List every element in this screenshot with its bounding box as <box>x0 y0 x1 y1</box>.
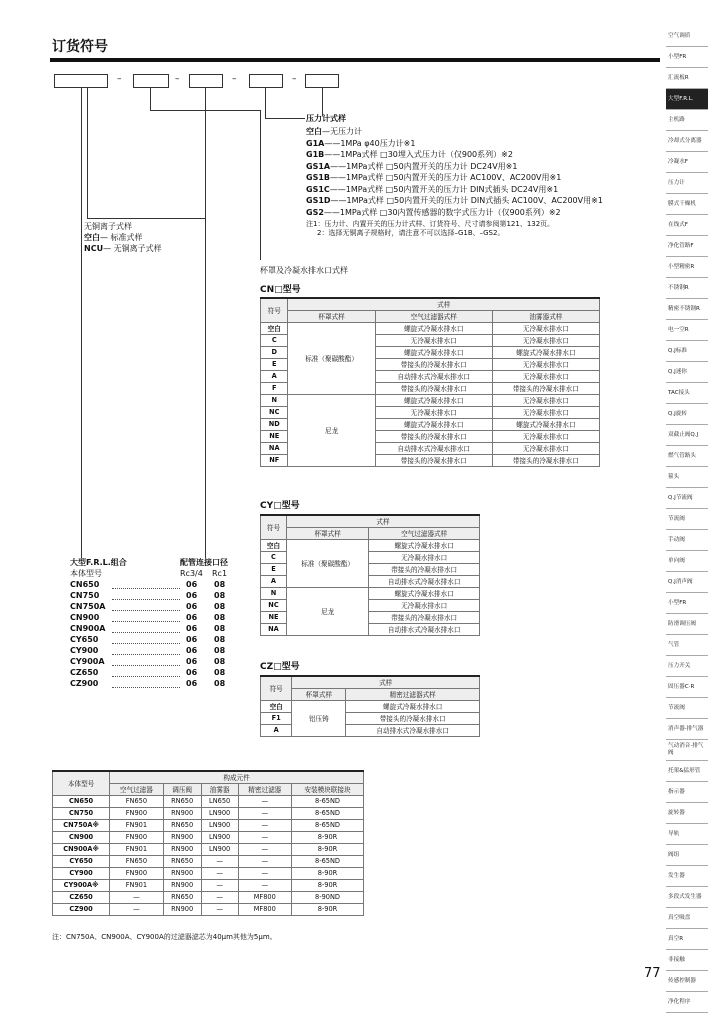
cn-filter: 带接头的冷凝水排水口 <box>375 430 492 442</box>
table-row <box>261 322 600 334</box>
cn-oil: 无冷凝水排水口 <box>492 334 599 346</box>
comp-cell: — <box>238 819 291 831</box>
cy-code: 空白 <box>261 539 287 551</box>
cz-h-spec: 式样 <box>292 676 480 688</box>
frl-model: CN900 <box>70 613 100 622</box>
comp-cell: FN901 <box>110 819 163 831</box>
frl-leader <box>112 599 180 600</box>
table-row <box>53 903 364 915</box>
sidebar-item[interactable]: 手动阀 <box>666 530 708 551</box>
frl-model: CZ650 <box>70 668 99 677</box>
cn-oil: 无冷凝水排水口 <box>492 394 599 406</box>
comp-cell: — <box>201 879 238 891</box>
code-box-copper <box>249 74 283 88</box>
cy-filter: 无冷凝水排水口 <box>369 551 480 563</box>
comp-cell: 8-90R <box>291 831 363 843</box>
sidebar-item[interactable]: 阀组 <box>666 845 708 866</box>
cn-bowl-std: 标准（聚碳酸酯） <box>288 322 375 394</box>
comp-h-model: 本体型号 <box>53 771 110 795</box>
frl-rc34: Rc3/4 <box>180 569 203 578</box>
frl-rc34-val: 06 <box>186 624 198 633</box>
cy-filter: 螺旋式冷凝水排水口 <box>369 587 480 599</box>
frl-leader <box>112 654 180 655</box>
comp-model: CY900A※ <box>53 879 110 891</box>
comp-cell: 8-65ND <box>291 795 363 807</box>
cy-code: A <box>261 575 287 587</box>
cy-code: NC <box>261 599 287 611</box>
frl-rc34-val: 06 <box>186 635 198 644</box>
frl-rc1-val: 08 <box>214 613 226 622</box>
cz-filter: 自动排水式冷凝水排水口 <box>346 724 480 736</box>
connector-line <box>265 88 266 118</box>
frl-rc1-val: 08 <box>214 591 226 600</box>
comp-col-header: 空气过滤器 <box>110 783 163 795</box>
pressure-option: 空白—无压力计 <box>306 127 362 136</box>
cy-filter: 带接头的冷凝水排水口 <box>369 563 480 575</box>
cy-filter: 自动排水式冷凝水排水口 <box>369 575 480 587</box>
comp-cell: 8-90R <box>291 867 363 879</box>
table-row <box>53 807 364 819</box>
connector-line <box>87 218 205 219</box>
cn-filter: 螺旋式冷凝水排水口 <box>375 346 492 358</box>
frl-model: CZ900 <box>70 679 99 688</box>
pressure-option: GS1C——1MPa式样 □50内置开关的压力计 DIN式插头 DC24V用※1 <box>306 184 559 194</box>
frl-rc34-val: 06 <box>186 591 198 600</box>
sidebar-item[interactable]: TAC接头 <box>666 383 708 404</box>
comp-cell: — <box>238 831 291 843</box>
sidebar-item[interactable]: 净化程序 <box>666 992 708 1013</box>
frl-leader <box>112 632 180 633</box>
cy-code: E <box>261 563 287 575</box>
cy-h-spec: 式样 <box>286 515 479 527</box>
comp-cell: 8-65ND <box>291 819 363 831</box>
pressure-option: GS1D——1MPa式样 □50内置开关的压力计 DIN式插头 AC100V、AC200V用※1 <box>306 196 603 205</box>
cz-code: 空白 <box>261 700 292 712</box>
cz-filter: 带接头的冷凝水排水口 <box>346 712 480 724</box>
cn-code: F <box>261 382 288 394</box>
sidebar-item[interactable]: 真空吸盘 <box>666 908 708 929</box>
cn-code: E <box>261 358 288 370</box>
frl-model: CN900A <box>70 624 106 633</box>
frl-rc1-val: 08 <box>214 657 226 666</box>
sidebar-item[interactable]: 空气调质 <box>666 26 708 47</box>
pressure-option: GS1B——1MPa式样 □50内置开关的压力计 AC100V、AC200V用※1 <box>306 173 562 182</box>
sidebar-item[interactable]: 指示器 <box>666 782 708 803</box>
pressure-option: GS2——1MPa式样 □30内置传感器的数字式压力计（仅900系列）※2 <box>306 207 561 217</box>
cn-filter: 带接头的冷凝水排水口 <box>375 358 492 370</box>
sidebar-item[interactable]: 汇流板R <box>666 68 708 89</box>
comp-cell: RN900 <box>163 903 201 915</box>
cn-code: ND <box>261 418 288 430</box>
cn-oil: 螺旋式冷凝水排水口 <box>492 346 599 358</box>
comp-col-header: 油雾器 <box>201 783 238 795</box>
comp-cell: — <box>238 795 291 807</box>
sidebar-item[interactable]: Q.J迷你 <box>666 362 708 383</box>
cz-bowl: 铝压铸 <box>292 700 346 736</box>
table-row <box>53 831 364 843</box>
sidebar-item[interactable]: 节流阀 <box>666 509 708 530</box>
frl-rc1-val: 08 <box>214 635 226 644</box>
cy-code: NA <box>261 623 287 635</box>
comp-cell: FN900 <box>110 831 163 843</box>
sidebar-item[interactable]: 膜式干燥机 <box>666 194 708 215</box>
cn-table <box>260 297 600 467</box>
frl-rc34-val: 06 <box>186 580 198 589</box>
cz-h_filter: 精密过滤器式样 <box>346 688 480 700</box>
cn-code: A <box>261 370 288 382</box>
cn-code: NE <box>261 430 288 442</box>
comp-col-header: 精密过滤器 <box>238 783 291 795</box>
cn-oil: 无冷凝水排水口 <box>492 406 599 418</box>
frl-model: CN750 <box>70 591 100 600</box>
cn-h-spec: 式样 <box>288 298 600 310</box>
cz-h_bowl: 杯罩式样 <box>292 688 346 700</box>
sidebar-item[interactable]: 燃气管路头 <box>666 446 708 467</box>
frl-rc34-val: 06 <box>186 668 198 677</box>
comp-model: CZ900 <box>53 903 110 915</box>
cn-code: NA <box>261 442 288 454</box>
code-dash: – <box>292 74 297 84</box>
comp-cell: RN650 <box>163 855 201 867</box>
cn-code: N <box>261 394 288 406</box>
sidebar-item[interactable]: 压力计 <box>666 173 708 194</box>
comp-cell: — <box>238 867 291 879</box>
cy-code: N <box>261 587 287 599</box>
table-row <box>261 539 480 551</box>
page-number: 77 <box>644 966 661 981</box>
cz-h-model: 符号 <box>261 676 292 700</box>
comp-model: CN750A※ <box>53 819 110 831</box>
table-row <box>53 879 364 891</box>
sidebar-item[interactable]: 不锈钢R <box>666 278 708 299</box>
frl-model: CY650 <box>70 635 99 644</box>
connector-line <box>150 110 260 111</box>
cn-oil: 无冷凝水排水口 <box>492 430 599 442</box>
table-row <box>261 700 480 712</box>
comp-cell: FN900 <box>110 867 163 879</box>
connector-line <box>205 208 206 558</box>
sidebar-item[interactable]: 压力开关 <box>666 656 708 677</box>
cn-filter: 螺旋式冷凝水排水口 <box>375 394 492 406</box>
cn-filter: 螺旋式冷凝水排水口 <box>375 418 492 430</box>
cn-oil: 无冷凝水排水口 <box>492 442 599 454</box>
table-row <box>261 394 600 406</box>
cn-code: 空白 <box>261 322 288 334</box>
pressure-option: G1B——1MPa式样 □30埋入式压力计（仅900系列）※2 <box>306 150 513 159</box>
connector-line <box>265 118 305 119</box>
copper-item: NCU— 无铜离子式样 <box>84 244 162 253</box>
cn-h_filter: 空气过滤器式样 <box>375 310 492 322</box>
frl-leader <box>112 687 180 688</box>
frl-pipe-heading: 配管连接口径 <box>180 558 228 567</box>
copper-heading: 无铜离子式样 <box>84 222 132 231</box>
sidebar-item[interactable]: 小型精密R <box>666 257 708 278</box>
comp-cell: — <box>201 867 238 879</box>
connector-line <box>322 88 323 116</box>
sidebar-item[interactable]: 小型FR <box>666 47 708 68</box>
sidebar-item[interactable]: 精密不锈钢R <box>666 299 708 320</box>
frl-model: CY900 <box>70 646 99 655</box>
title-rule <box>50 58 660 62</box>
sidebar-item[interactable]: 多段式发生器 <box>666 887 708 908</box>
table-row <box>53 843 364 855</box>
cn-oil: 带接头的冷凝水排水口 <box>492 382 599 394</box>
frl-rc1-val: 08 <box>214 679 226 688</box>
components-note: 注：CN750A、CN900A、CY900A的过滤器滤芯为40μm其他为5μm。 <box>52 933 277 941</box>
frl-rc34-val: 06 <box>186 657 198 666</box>
cn-oil: 无冷凝水排水口 <box>492 358 599 370</box>
cn-filter: 带接头的冷凝水排水口 <box>375 382 492 394</box>
code-box-pipe <box>189 74 223 88</box>
frl-model: CN750A <box>70 602 106 611</box>
frl-leader <box>112 676 180 677</box>
bowl-heading: 杯罩及冷凝水排水口式样 <box>260 266 348 275</box>
comp-cell: 8-65ND <box>291 855 363 867</box>
pressure-list <box>306 126 603 218</box>
frl-model: CY900A <box>70 657 105 666</box>
sidebar-item[interactable]: 旋转器 <box>666 803 708 824</box>
comp-cell: — <box>238 807 291 819</box>
connector-line <box>87 88 88 218</box>
sidebar-item[interactable]: 冷却式分离器 <box>666 131 708 152</box>
page-title: 订货符号 <box>52 39 108 55</box>
comp-cell: RN900 <box>163 843 201 855</box>
pressure-option: G1A——1MPa φ40压力计※1 <box>306 138 416 148</box>
frl-leader <box>112 665 180 666</box>
comp-cell: 8-90ND <box>291 891 363 903</box>
cn-oil: 带接头的冷凝水排水口 <box>492 454 599 466</box>
sidebar-item[interactable]: 真空R <box>666 929 708 950</box>
table-row <box>53 855 364 867</box>
comp-model: CN900A※ <box>53 843 110 855</box>
connector-line <box>150 88 151 110</box>
frl-rc34-val: 06 <box>186 613 198 622</box>
sidebar-item[interactable]: 在线式F <box>666 215 708 236</box>
cn-oil: 无冷凝水排水口 <box>492 370 599 382</box>
cy-bowl-nylon: 尼龙 <box>286 587 368 635</box>
frl-leader <box>112 610 180 611</box>
comp-cell: RN900 <box>163 879 201 891</box>
comp-cell: RN650 <box>163 795 201 807</box>
code-dash: – <box>117 74 122 84</box>
table-row <box>53 795 364 807</box>
sidebar-item[interactable]: 主机路 <box>666 110 708 131</box>
frl-rc1-val: 08 <box>214 602 226 611</box>
copper-item: 空白— 标准式样 <box>84 233 143 242</box>
frl-rc1: Rc1 <box>212 569 228 578</box>
cz-table <box>260 675 480 737</box>
comp-cell: FN900 <box>110 807 163 819</box>
sidebar-item[interactable]: 传感控制器 <box>666 971 708 992</box>
sidebar-item[interactable]: 小型FR <box>666 593 708 614</box>
cn-oil: 无冷凝水排水口 <box>492 322 599 334</box>
comp-cell: 8-90R <box>291 879 363 891</box>
frl-rc1-val: 08 <box>214 580 226 589</box>
cy-h_bowl: 杯罩式样 <box>286 527 368 539</box>
comp-model: CZ650 <box>53 891 110 903</box>
table-row <box>261 587 480 599</box>
comp-cell: — <box>201 855 238 867</box>
comp-cell: 8-90R <box>291 843 363 855</box>
frl-heading: 大型F.R.L.组合 <box>70 558 127 567</box>
comp-cell: — <box>238 879 291 891</box>
sidebar-item[interactable]: 净化管路F <box>666 236 708 257</box>
code-box-bowl <box>133 74 169 88</box>
frl-rc1-val: 08 <box>214 646 226 655</box>
cy-code: C <box>261 551 287 563</box>
pressure-option: GS1A——1MPa式样 □50内置开关的压力计 DC24V用※1 <box>306 161 518 171</box>
cz-filter: 螺旋式冷凝水排水口 <box>346 700 480 712</box>
sidebar-item[interactable]: 大型F.R.L. <box>666 89 708 110</box>
comp-cell: RN650 <box>163 891 201 903</box>
sidebar-item[interactable]: 双截止阀Q.J <box>666 425 708 446</box>
comp-cell: RN900 <box>163 831 201 843</box>
cy-code: NE <box>261 611 287 623</box>
comp-cell: LN900 <box>201 807 238 819</box>
comp-cell: MF800 <box>238 903 291 915</box>
table-row <box>53 819 364 831</box>
comp-cell: FN650 <box>110 795 163 807</box>
comp-cell: RN900 <box>163 807 201 819</box>
frl-leader <box>112 621 180 622</box>
comp-cell: FN901 <box>110 879 163 891</box>
comp-cell: LN900 <box>201 843 238 855</box>
cn-h_bowl: 杯罩式样 <box>288 310 375 322</box>
comp-cell: — <box>238 855 291 867</box>
frl-rc34-val: 06 <box>186 679 198 688</box>
sidebar-item[interactable]: 防滑调压阀 <box>666 614 708 635</box>
comp-cell: — <box>201 903 238 915</box>
comp-model: CN650 <box>53 795 110 807</box>
cy-title: CY□型号 <box>260 501 300 511</box>
frl-leader <box>112 588 180 589</box>
cn-h_oil: 油雾器式样 <box>492 310 599 322</box>
sidebar-item[interactable]: 托架&猛形管 <box>666 761 708 782</box>
comp-model: CN900 <box>53 831 110 843</box>
cy-h_filter: 空气过滤器式样 <box>369 527 480 539</box>
comp-cell: LN650 <box>201 795 238 807</box>
cn-code: C <box>261 334 288 346</box>
cy-bowl-std: 标准（聚碳酸酯） <box>286 539 368 587</box>
cn-oil: 螺旋式冷凝水排水口 <box>492 418 599 430</box>
code-dash: – <box>175 74 180 84</box>
comp-cell: MF800 <box>238 891 291 903</box>
table-row <box>53 891 364 903</box>
connector-line <box>260 110 261 260</box>
cz-code: F1 <box>261 712 292 724</box>
cn-code: NC <box>261 406 288 418</box>
sidebar-item[interactable]: 气管 <box>666 635 708 656</box>
frl-rc34-val: 06 <box>186 602 198 611</box>
frl-leader <box>112 643 180 644</box>
comp-model: CN750 <box>53 807 110 819</box>
comp-model: CY900 <box>53 867 110 879</box>
pressure-heading: 压力计式样 <box>306 114 346 123</box>
frl-model: CN650 <box>70 580 100 589</box>
sidebar-item[interactable]: 导轨 <box>666 824 708 845</box>
sidebar-item[interactable]: 发生器 <box>666 866 708 887</box>
comp-h-group: 构成元件 <box>110 771 364 783</box>
comp-col-header: 安装模块联接块 <box>291 783 363 795</box>
comp-cell: 8-90R <box>291 903 363 915</box>
frl-rc1-val: 08 <box>214 668 226 677</box>
frl-subheading: 本体型号 <box>70 569 102 578</box>
sidebar-item[interactable]: Q.J消声阀 <box>666 572 708 593</box>
code-box-gauge <box>305 74 339 88</box>
connector-line <box>205 88 206 208</box>
comp-cell: LN900 <box>201 819 238 831</box>
comp-cell: FN650 <box>110 855 163 867</box>
sidebar-item[interactable]: 气动消音·排气阀 <box>666 740 708 761</box>
cy-table <box>260 514 480 636</box>
sidebar-item[interactable]: Q.J节流阀 <box>666 488 708 509</box>
cy-filter: 无冷凝水排水口 <box>369 599 480 611</box>
sidebar-item[interactable]: Q.J旋转 <box>666 404 708 425</box>
cy-h-model: 符号 <box>261 515 287 539</box>
sidebar-item[interactable]: 电一空R <box>666 320 708 341</box>
sidebar-item[interactable]: 节流阀 <box>666 698 708 719</box>
sidebar-item[interactable]: Q.J标准 <box>666 341 708 362</box>
cn-h-model: 符号 <box>261 298 288 322</box>
frl-rc1-val: 08 <box>214 624 226 633</box>
sidebar-item[interactable]: 非接触 <box>666 950 708 971</box>
comp-cell: FN901 <box>110 843 163 855</box>
frl-rc34-val: 06 <box>186 646 198 655</box>
cn-filter: 带接头的冷凝水排水口 <box>375 454 492 466</box>
cn-code: D <box>261 346 288 358</box>
pressure-note-1: 注1：压力计、内置开关的压力计式样、订货符号、尺寸请参阅第121、132页。 <box>306 220 555 228</box>
comp-cell: — <box>238 843 291 855</box>
comp-cell: — <box>110 891 163 903</box>
table-row <box>53 867 364 879</box>
sidebar-index <box>666 26 708 1013</box>
sidebar-item[interactable]: 消声器·排气器 <box>666 719 708 740</box>
comp-cell: 8-65ND <box>291 807 363 819</box>
components-table <box>52 770 364 916</box>
cn-filter: 自动排水式冷凝水排水口 <box>375 442 492 454</box>
code-dash: – <box>232 74 237 84</box>
cn-bowl-nylon: 尼龙 <box>288 394 375 466</box>
code-box-body <box>54 74 108 88</box>
comp-model: CY650 <box>53 855 110 867</box>
comp-cell: RN900 <box>163 867 201 879</box>
comp-cell: — <box>110 903 163 915</box>
sidebar-item[interactable]: 单向阀 <box>666 551 708 572</box>
cn-code: NF <box>261 454 288 466</box>
cn-title: CN□型号 <box>260 285 301 295</box>
cz-title: CZ□型号 <box>260 662 300 672</box>
cn-filter: 螺旋式冷凝水排水口 <box>375 322 492 334</box>
cy-filter: 自动排水式冷凝水排水口 <box>369 623 480 635</box>
comp-cell: RN650 <box>163 819 201 831</box>
comp-col-header: 调压阀 <box>163 783 201 795</box>
cy-filter: 螺旋式冷凝水排水口 <box>369 539 480 551</box>
cn-filter: 自动排水式冷凝水排水口 <box>375 370 492 382</box>
pressure-note-2: 2：选择无铜离子规格时，请注意不可以选择–G1B、–GS2。 <box>317 229 505 237</box>
cz-code: A <box>261 724 292 736</box>
comp-cell: LN900 <box>201 831 238 843</box>
connector-line <box>81 88 82 558</box>
sidebar-item[interactable]: 冷凝水F <box>666 152 708 173</box>
sidebar-item[interactable]: 固压器C·R <box>666 677 708 698</box>
comp-cell: — <box>201 891 238 903</box>
cy-filter: 带接头的冷凝水排水口 <box>369 611 480 623</box>
sidebar-item[interactable]: 箍头 <box>666 467 708 488</box>
cn-filter: 无冷凝水排水口 <box>375 334 492 346</box>
cn-filter: 无冷凝水排水口 <box>375 406 492 418</box>
